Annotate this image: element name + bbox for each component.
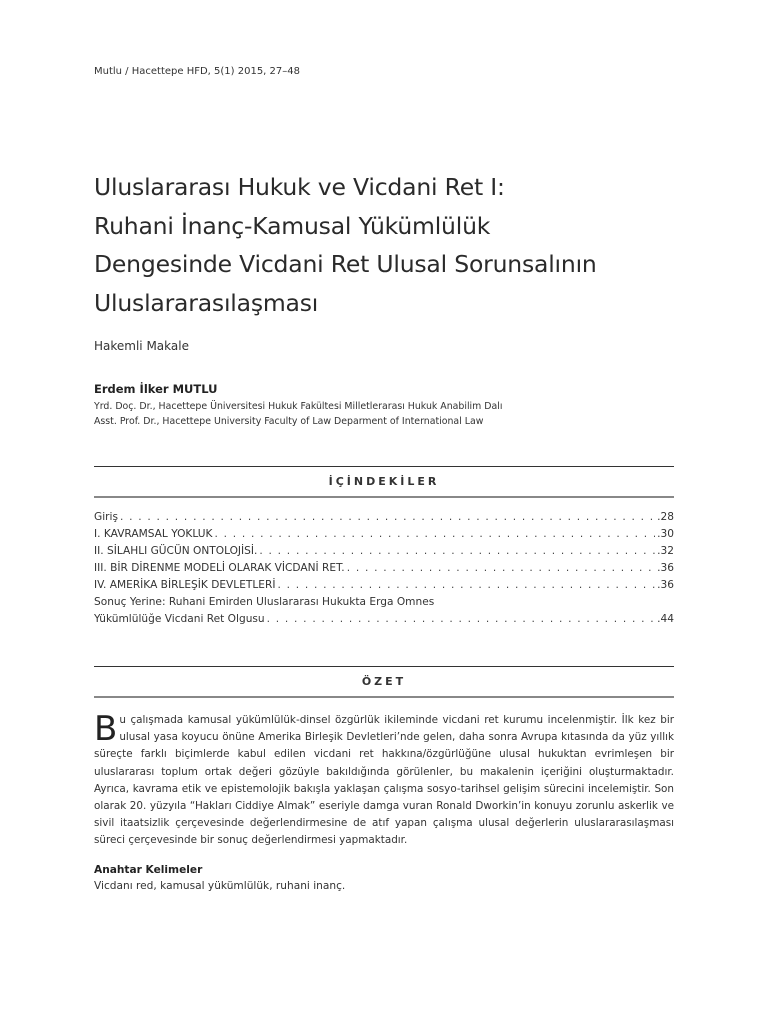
toc-entry-title: IV. AMERİKA BİRLEŞİK DEVLETLERİ [94,579,276,591]
running-head: Mutlu / Hacettepe HFD, 5(1) 2015, 27–48 [94,66,300,77]
toc-leader-dots [267,611,656,628]
toc-entry-title: Yükümlülüğe Vicdani Ret Olgusu [94,613,265,625]
article-title [94,168,597,322]
toc-top-rule [94,466,674,467]
abstract-top-rule [94,666,674,667]
toc-entry-page: .30 [657,528,674,540]
toc-entry-title: II. SİLAHLI GÜCÜN ONTOLOJİSİ. [94,545,258,557]
toc-entry-page: .32 [657,545,674,557]
abstract-heading: ÖZET [361,675,407,688]
article-type: Hakemli Makale [94,339,189,353]
toc-entry[interactable] [94,509,674,526]
author-name: Erdem İlker MUTLU [94,382,218,396]
title-line: Dengesinde Vicdani Ret Ulusal Sorunsalının [94,250,597,278]
toc-entry[interactable] [94,526,674,543]
toc-bottom-rule [94,496,674,498]
table-of-contents [94,509,674,628]
title-line: Uluslararasılaşması [94,288,319,317]
toc-heading: İÇİNDEKİLER [328,475,440,488]
toc-entry-page: .36 [657,579,674,591]
toc-entry[interactable] [94,594,674,611]
toc-entry-title: Giriş [94,511,118,523]
drop-cap: B [94,709,118,749]
author-affiliation-tr: Yrd. Doç. Dr., Hacettepe Üniversitesi Hukuk Fakültesi Milletlerarası Hukuk Anabilim Dalı [94,401,503,412]
toc-entry-page: .28 [657,511,674,523]
toc-entry[interactable] [94,577,674,594]
title-line: Uluslararası Hukuk ve Vicdani Ret I: [94,173,505,201]
toc-entry[interactable] [94,543,674,560]
abstract-text [94,709,674,850]
toc-leader-dots [120,509,655,526]
abstract-bottom-rule [94,696,674,698]
toc-leader-dots [259,543,655,560]
toc-entry-page: .36 [657,562,674,574]
title-line: Ruhani İnanç-Kamusal Yükümlülük [94,211,491,240]
keywords-text: Vicdanı red, kamusal yükümlülük, ruhani inanç. [94,880,346,892]
toc-entry-title: Sonuç Yerine: Ruhani Emirden Uluslararası Hukukta Erga Omnes [94,596,435,608]
keywords-heading: Anahtar Kelimeler [94,864,203,876]
toc-entry-page: .44 [657,613,674,625]
toc-entry-title: III. BİR DİRENME MODELİ OLARAK VİCDANİ RET. [94,562,345,574]
toc-entry-title: I. KAVRAMSAL YOKLUK [94,528,213,540]
toc-entry[interactable] [94,560,674,577]
author-affiliation-en: Asst. Prof. Dr., Hacettepe University Faculty of Law Deparment of International Law [94,416,484,427]
toc-leader-dots [277,577,655,594]
toc-leader-dots [214,526,655,543]
toc-entry[interactable] [94,611,674,628]
toc-leader-dots [347,560,655,577]
abstract-body: u çalışmada kamusal yükümlülük-dinsel özgürlük ikileminde vicdani ret kurumu incelenmiştir. İlk kez bir ulusal yasa koyucu önüne Amerika Birleşik Devletleri’nde gelen, daha sonra Avrupa kıtasında da yüz yıllık süreçte farklı biçimlerde kabul edilen vicdani ret hakkına/özgürlüğüne ulusal hukuktan evrimleşen bir uluslararası toplum ortak değeri gözüyle bakıldığında görülenler, bu makalenin içeriğini oluşturmaktadır. Ayrıca, kavrama etik ve epistemolojik bakışla yaklaşan çalışma sosyo-tarihsel gelişim sürecini incelemiştir. Son olarak 20. yüzyıla “Hakları Ciddiye Almak” eseriyle damga vuran Ronald Dworkin’in konuyu zorunlu askerlik ve sivil itaatsizlik çerçevesinde değerlendirmesine de atıf yapan çalışma ulusal değerlerin uluslararasılaşması süreci çerçevesinde bir sonuç değerlendirmesi yapmaktadır. [94,714,674,847]
